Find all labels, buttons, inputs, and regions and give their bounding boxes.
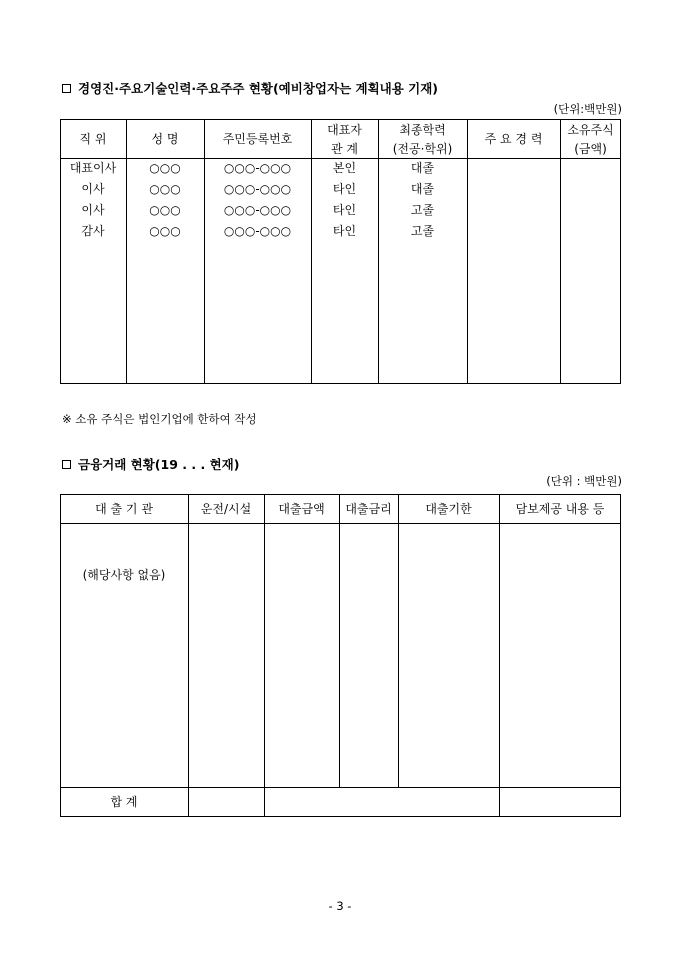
table-row-relation: 타인 [332, 182, 357, 196]
table-row-name: ○○○ [149, 161, 181, 175]
section1-heading [62, 79, 438, 97]
table2-col-divider [499, 494, 500, 817]
page-number: - 3 - [328, 899, 352, 913]
header-resident-no: 주민등록번호 [222, 132, 293, 146]
finance-table [60, 494, 621, 817]
checkbox-square-icon [62, 84, 71, 93]
table2-col-divider [264, 494, 265, 817]
section2-unit: (단위 : 백만원) [546, 474, 622, 488]
table2-col-divider [188, 494, 189, 817]
table-row-name: ○○○ [149, 182, 181, 196]
header-collateral: 담보제공 내용 등 [515, 502, 605, 516]
header-institution: 대 출 기 관 [95, 502, 153, 516]
header-education-line1: 최종학력 [399, 123, 446, 137]
section2-heading [62, 455, 239, 473]
header-rate: 대출금리 [345, 502, 392, 516]
ownership-note: ※ 소유 주식은 법인기업에 한하여 작성 [62, 412, 257, 426]
table-row-education: 대졸 [410, 182, 435, 196]
header-education-line2: (전공·학위) [392, 142, 453, 156]
header-shares-line2: (금액) [574, 142, 607, 156]
section1-title: 경영진·주요기술인력·주요주주 현황(예비창업자는 계획내용 기재) [78, 81, 439, 96]
table-row-relation: 타인 [332, 203, 357, 217]
table-row-position: 이사 [81, 203, 105, 217]
table-row-position: 이사 [81, 182, 105, 196]
table-row-position: 감사 [81, 224, 105, 238]
header-position: 직 위 [79, 132, 107, 146]
table-row-name: ○○○ [149, 203, 181, 217]
checkbox-square-icon [62, 460, 71, 469]
table-row-education: 대졸 [410, 161, 435, 175]
header-relation-line1: 대표자 [327, 123, 362, 137]
table-row-education: 고졸 [410, 203, 435, 217]
section2-title: 금융거래 현황(19 . . . 현재) [78, 457, 240, 472]
section1-unit: (단위:백만원) [553, 102, 622, 116]
table-row-position: 대표이사 [69, 161, 117, 175]
table2-col-divider [398, 494, 399, 788]
table-row-resident-no: ○○○-○○○ [223, 182, 292, 196]
header-purpose: 운전/시설 [200, 502, 252, 516]
table-row-resident-no: ○○○-○○○ [223, 203, 292, 217]
table2-total-divider [60, 787, 621, 788]
header-relation-line2: 관 계 [331, 142, 358, 156]
table-row-name: ○○○ [149, 224, 181, 238]
header-name: 성 명 [151, 132, 179, 146]
header-term: 대출기한 [425, 502, 472, 516]
header-career: 주 요 경 력 [484, 132, 543, 146]
table-row-resident-no: ○○○-○○○ [223, 224, 292, 238]
table-row-resident-no: ○○○-○○○ [223, 161, 292, 175]
header-shares-line1: 소유주식 [567, 123, 614, 137]
table-row-relation: 본인 [332, 161, 357, 175]
table-row-relation: 타인 [332, 224, 357, 238]
table2-col-divider [339, 494, 340, 788]
table-row-education: 고졸 [410, 224, 435, 238]
empty-notice: (해당사항 없음) [82, 568, 166, 582]
header-amount: 대출금액 [278, 502, 325, 516]
total-label: 합 계 [110, 795, 138, 809]
table2-header-divider [60, 523, 621, 524]
